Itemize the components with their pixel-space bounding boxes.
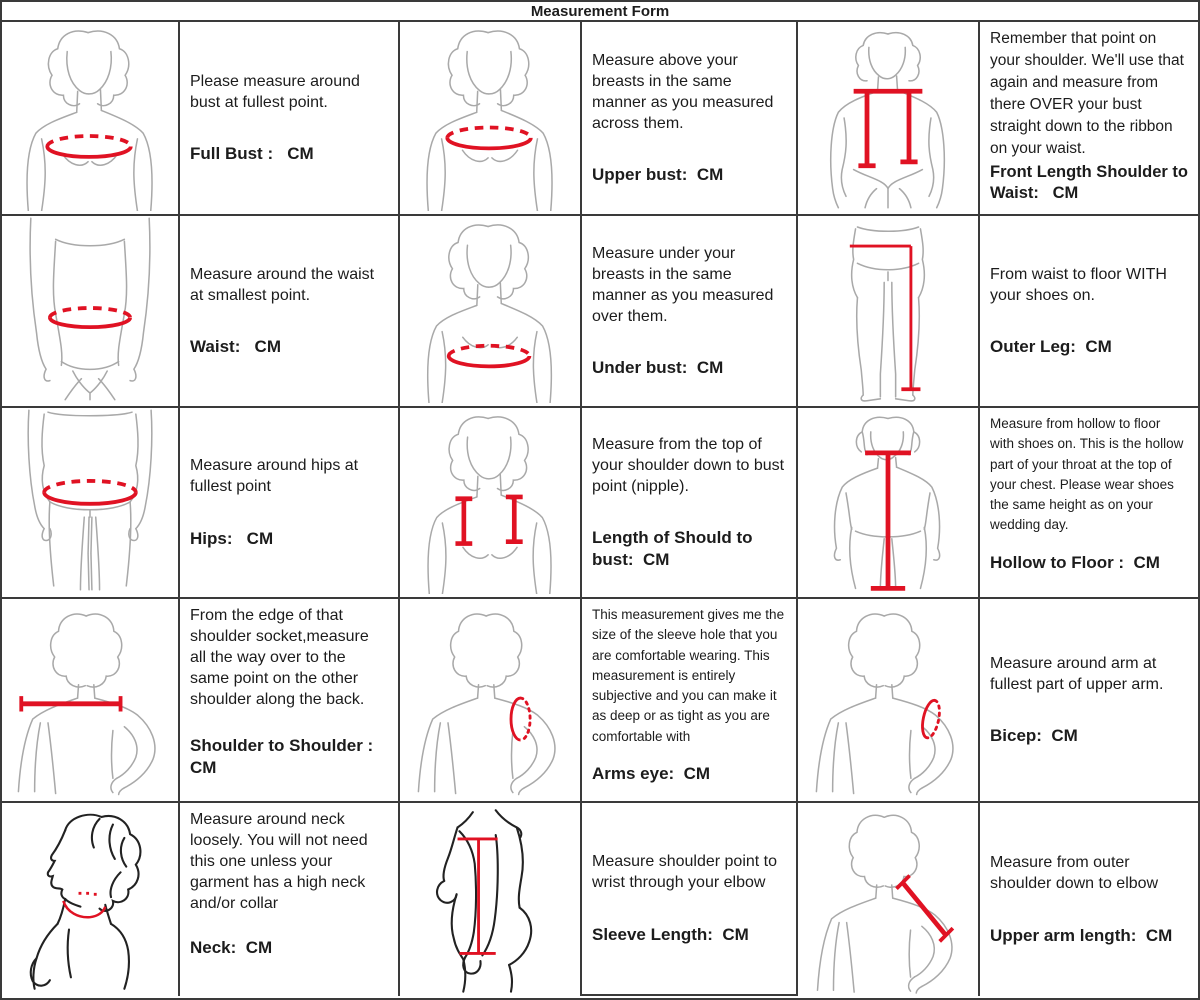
- neck-label: Neck: CM: [190, 937, 273, 957]
- full-bust-instructions: Please measure around bust at fullest point.: [190, 72, 365, 111]
- outer-leg-cell: [980, 216, 1198, 408]
- arms-eye-instructions: This measurement gives me the size of the sleeve hole that you are comfortable wearing. This measurement is entirely subjective and you can make it as deep or as tight as you are comfortable with: [592, 607, 788, 744]
- shoulder-to-shoulder-illustration: [6, 602, 174, 798]
- shoulder-to-shoulder-cell: [180, 599, 400, 803]
- bicep-label: Bicep: CM: [990, 726, 1078, 746]
- upper-arm-length-cell: [980, 803, 1198, 996]
- under-bust-illustration: [406, 219, 574, 403]
- upper-arm-length-label: Upper arm length: CM: [990, 925, 1173, 945]
- upper-bust-figure: [400, 22, 582, 216]
- waist-figure: [2, 216, 180, 408]
- full-bust-label: Full Bust : CM: [190, 144, 314, 164]
- sleeve-length-illustration: [406, 806, 574, 994]
- hips-instructions: Measure around hips at fullest point: [190, 457, 363, 496]
- upper-bust-instructions: Measure above your breasts in the same manner as you measured across them.: [592, 51, 778, 133]
- sleeve-length-label: Sleeve Length: CM: [592, 924, 749, 944]
- form-title: Measurement Form: [2, 2, 1198, 22]
- front-length-cell: [980, 22, 1198, 216]
- shoulder-to-bust-instructions: Measure from the top of your shoulder down to bust point (nipple).: [592, 435, 789, 495]
- bicep-figure: [798, 599, 980, 803]
- shoulder-to-shoulder-instructions: From the edge of that shoulder socket,measure all the way over to the same point on the other shoulder along the back.: [190, 607, 374, 709]
- upper-arm-length-illustration: [804, 806, 972, 994]
- hips-cell: [180, 408, 400, 599]
- hollow-to-floor-label: Hollow to Floor : CM: [990, 552, 1160, 572]
- waist-instructions: Measure around the waist at smallest point.: [190, 265, 379, 304]
- front-length-figure: [798, 22, 980, 216]
- shoulder-to-bust-label: Length of Should to bust: CM: [592, 528, 758, 570]
- arms-eye-figure: [400, 599, 582, 803]
- hips-label: Hips: CM: [190, 528, 274, 548]
- bicep-illustration: [804, 602, 972, 798]
- neck-figure: [2, 803, 180, 996]
- neck-instructions: Measure around neck loosely. You will not need this one unless your garment has a high neck and/or collar: [190, 811, 373, 913]
- full-bust-figure: [2, 22, 180, 216]
- upper-arm-length-instructions: Measure from outer shoulder down to elbow: [990, 854, 1159, 893]
- outer-leg-label: Outer Leg: CM: [990, 337, 1112, 357]
- waist-illustration: [6, 216, 174, 402]
- front-length-instructions: Remember that point on your shoulder. We'll use that again and measure from there OVER your bust straight down to the ribbon on your waist.: [990, 30, 1189, 157]
- full-bust-illustration: [6, 25, 174, 211]
- outer-leg-figure: [798, 216, 980, 408]
- neck-cell: [180, 803, 400, 996]
- under-bust-instructions: Measure under your breasts in the same manner as you measured over them.: [592, 244, 778, 326]
- hips-illustration: [6, 408, 174, 592]
- sleeve-length-instructions: Measure shoulder point to wrist through your elbow: [592, 853, 782, 892]
- hollow-to-floor-cell: [980, 408, 1198, 599]
- neck-illustration: [6, 807, 174, 993]
- waist-cell: [180, 216, 400, 408]
- shoulder-to-bust-cell: [582, 408, 798, 599]
- shoulder-to-bust-illustration: [406, 411, 574, 594]
- under-bust-label: Under bust: CM: [592, 358, 724, 378]
- arms-eye-cell: [582, 599, 798, 803]
- shoulder-to-shoulder-figure: [2, 599, 180, 803]
- hollow-to-floor-instructions: Measure from hollow to floor with shoes on. This is the hollow part of your throat at the top of your chest. Please wear shoes the same height as on your wedding day.: [990, 416, 1188, 533]
- upper-arm-length-figure: [798, 803, 980, 996]
- sleeve-length-cell: [582, 803, 798, 996]
- shoulder-to-shoulder-label: Shoulder to Shoulder : CM: [190, 735, 378, 777]
- bicep-cell: [980, 599, 1198, 803]
- under-bust-cell: [582, 216, 798, 408]
- full-bust-cell: [180, 22, 400, 216]
- bicep-instructions: Measure around arm at fullest part of upper arm.: [990, 654, 1164, 693]
- arms-eye-label: Arms eye: CM: [592, 763, 711, 783]
- shoulder-to-bust-figure: [400, 408, 582, 599]
- hips-figure: [2, 408, 180, 599]
- upper-bust-illustration: [406, 25, 574, 211]
- hollow-to-floor-illustration: [804, 411, 972, 594]
- front-length-illustration: [804, 25, 972, 211]
- outer-leg-illustration: [804, 219, 972, 403]
- under-bust-figure: [400, 216, 582, 408]
- hollow-to-floor-figure: [798, 408, 980, 599]
- upper-bust-cell: [582, 22, 798, 216]
- arms-eye-illustration: [406, 602, 574, 798]
- sleeve-length-figure: [400, 803, 582, 996]
- front-length-label: Front Length Shoulder to Waist: CM: [990, 163, 1193, 203]
- waist-label: Waist: CM: [190, 337, 281, 357]
- outer-leg-instructions: From waist to floor WITH your shoes on.: [990, 265, 1172, 304]
- upper-bust-label: Upper bust: CM: [592, 165, 724, 185]
